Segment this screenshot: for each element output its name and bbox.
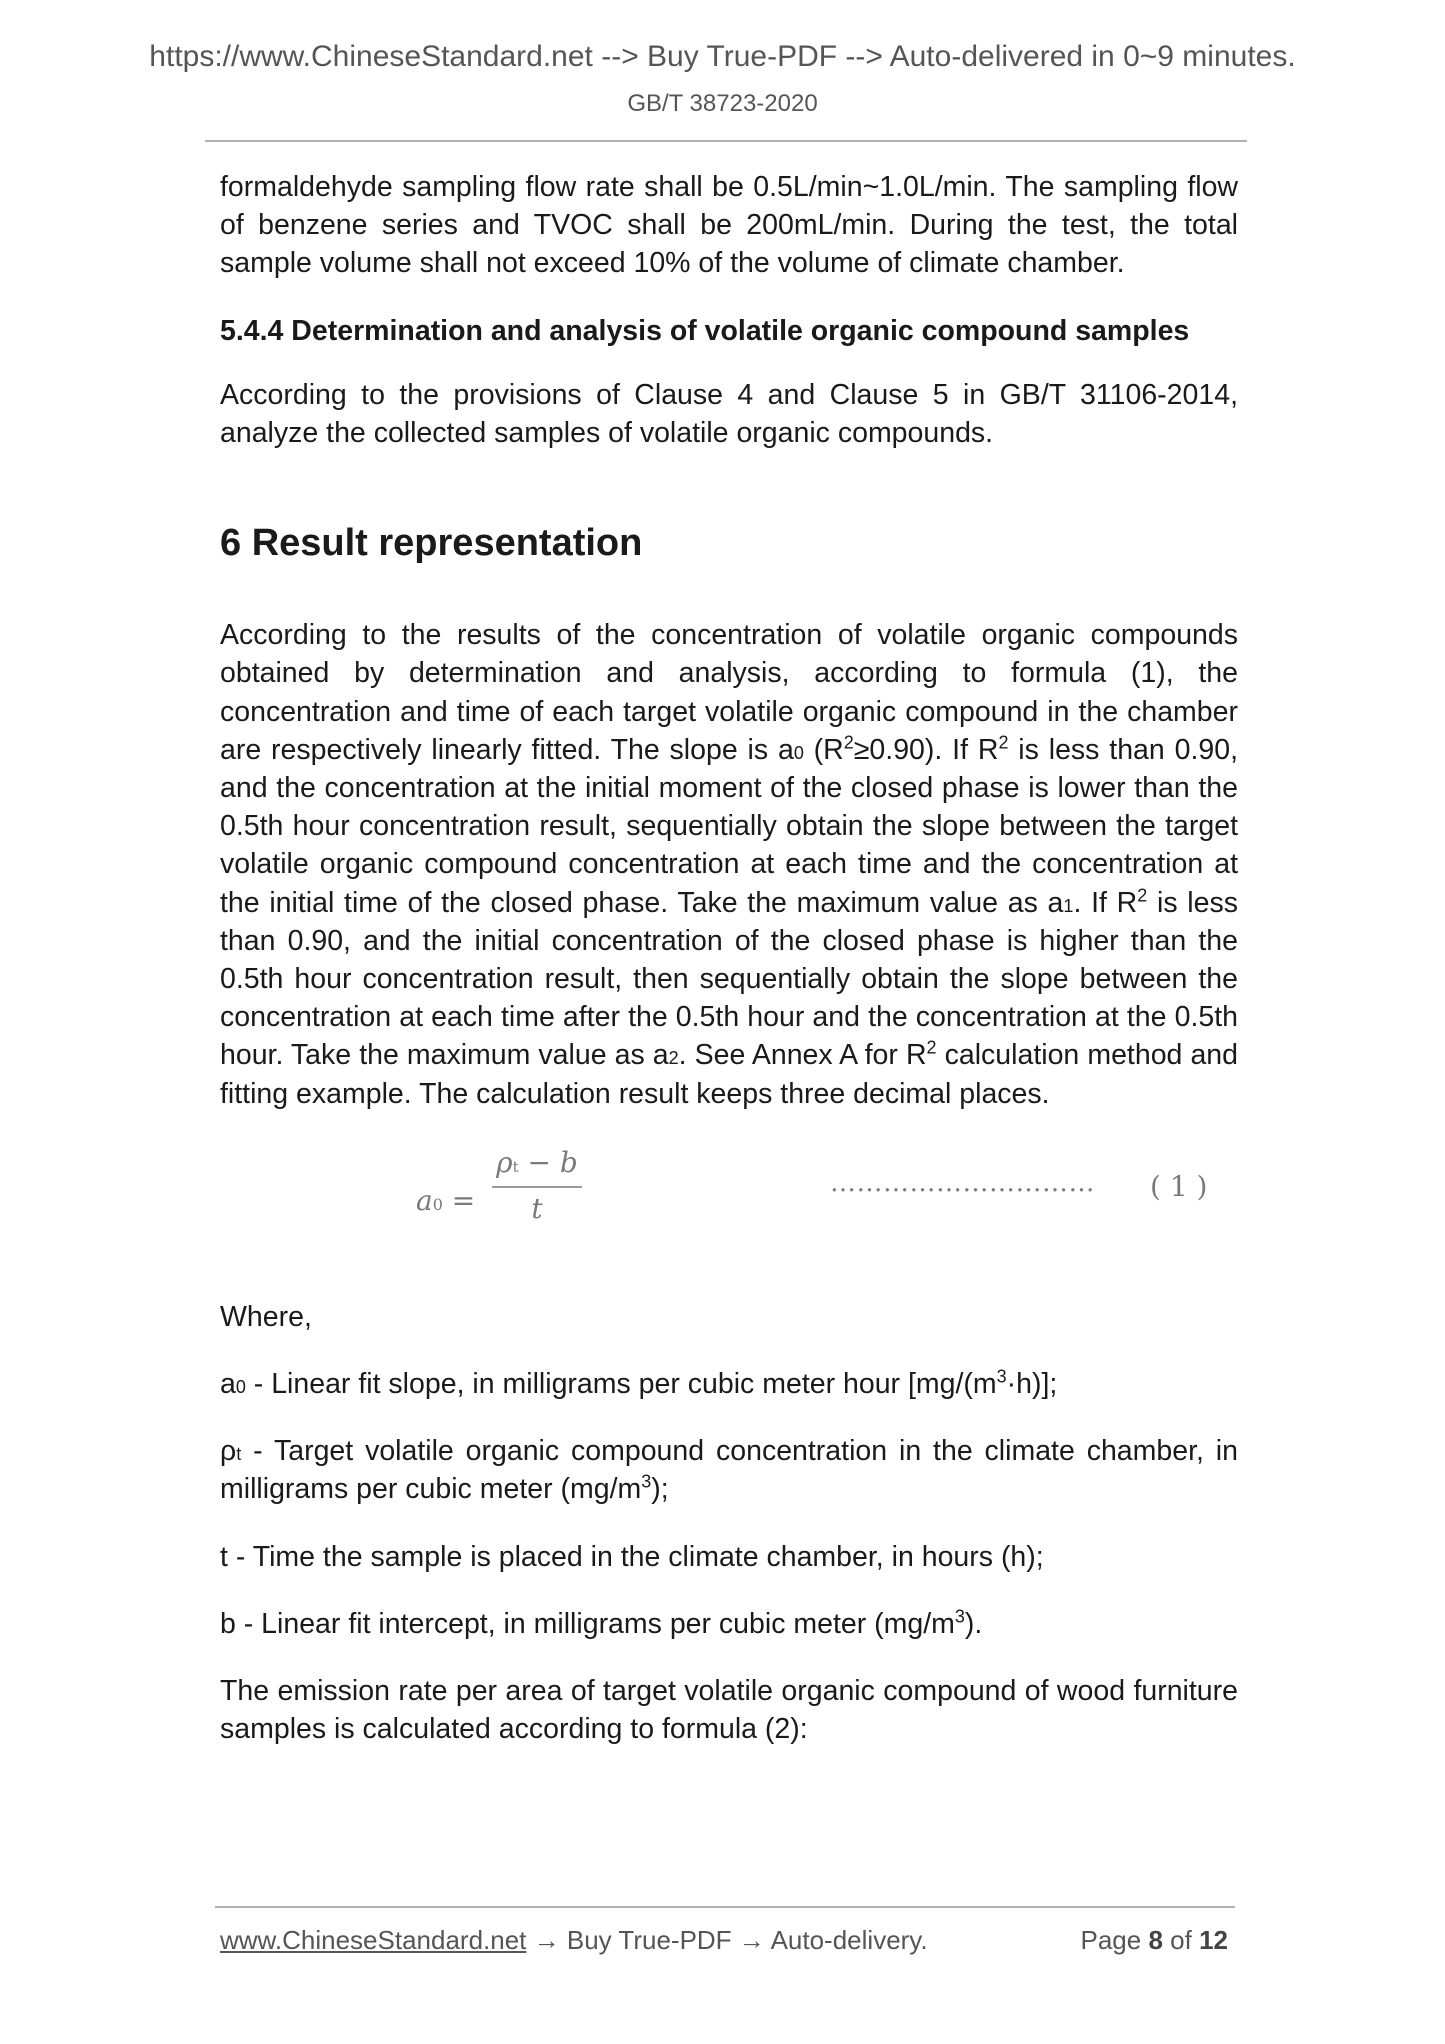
header-divider xyxy=(205,140,1247,142)
website-link[interactable]: www.ChineseStandard.net xyxy=(220,1925,527,1955)
formula-1 xyxy=(220,1142,1238,1252)
definition-t: t - Time the sample is placed in the climate chamber, in hours (h); xyxy=(220,1540,1044,1573)
footer-promo-text: → Buy True-PDF → Auto-delivery. xyxy=(526,1925,928,1955)
page-body xyxy=(220,168,1238,1777)
formula-number: ( 1 ) xyxy=(1150,1169,1208,1203)
footer-promo xyxy=(220,1925,928,1956)
paragraph-6: According to the results of the concentration of volatile organic compounds obtained by determination and analysis, according to formula (1), the concentration and time of each target volatile organic compound in the chamber are respectively linearly fitted. The slope is a0 $(R^2\ge 0.90)$. If $R^2$ is less than 0.90, and the concentration at the initial moment of the closed phase is lower than the 0.5th hour concentration result, sequentially obtain the slope between the target volatile organic compound concentration at each time and the concentration at the initial time of the closed phase. Take the maximum value as a1. If $R^2$ is less than 0.90, and the initial concentration of the closed phase is higher than the 0.5th hour concentration result, then sequentially obtain the slope between the concentration at each time after the 0.5th hour and the concentration at the 0.5th hour. Take the maximum value as a2. See Annex A for $R^2$ calculation method and fitting example. The calculation result keeps three decimal places. xyxy=(220,619,1238,1110)
page-number: 8 xyxy=(1148,1925,1163,1955)
where-label: Where, xyxy=(220,1300,312,1333)
heading-6: 6 Result representation xyxy=(220,522,643,565)
page-indicator: Page 8 of 12 xyxy=(1080,1925,1228,1955)
formula-denominator: t xyxy=(531,1191,543,1225)
definition-rho-t: ρt - Target volatile organic compound concentration in the climate chamber, in milligrams per cubic meter $(mg/m^3)$; xyxy=(220,1435,1238,1506)
formula-numerator: ρt − b xyxy=(496,1145,578,1179)
formula-lhs: a0 = xyxy=(416,1183,476,1217)
definition-a0: a0 - Linear fit slope, in milligrams per cubic meter hour $[mg/(m^3\cdot h)]$; xyxy=(220,1366,1058,1401)
paragraph-5-4-4: According to the provisions of Clause 4 and Clause 5 in GB/T 31106-2014, analyze the collected samples of volatile organic compounds. xyxy=(220,378,1238,450)
formula-fraction xyxy=(492,1144,582,1230)
intro-paragraph: formaldehyde sampling flow rate shall be 0.5L/min~1.0L/min. The sampling flow of benzene series and TVOC shall be 200mL/min. During the test, the total sample volume shall not exceed 10% of the volume of climate chamber. xyxy=(220,171,1238,280)
definition-b: b - Linear fit intercept, in milligrams per cubic meter $(mg/m^3)$. xyxy=(220,1606,983,1640)
fraction-bar xyxy=(492,1186,582,1188)
header-url: https://www.ChineseStandard.net --> Buy True-PDF --> Auto-delivered in 0~9 minutes. xyxy=(149,40,1296,73)
formula-2-intro: The emission rate per area of target volatile organic compound of wood furniture samples is calculated according to formula (2): xyxy=(220,1675,1238,1746)
formula-leader-dots: ………………………… xyxy=(830,1167,1095,1198)
standard-code: GB/T 38723-2020 xyxy=(627,90,818,117)
page-total: 12 xyxy=(1199,1925,1228,1955)
heading-5-4-4: 5.4.4 Determination and analysis of volatile organic compound samples xyxy=(220,314,1190,347)
footer-divider xyxy=(215,1906,1235,1908)
